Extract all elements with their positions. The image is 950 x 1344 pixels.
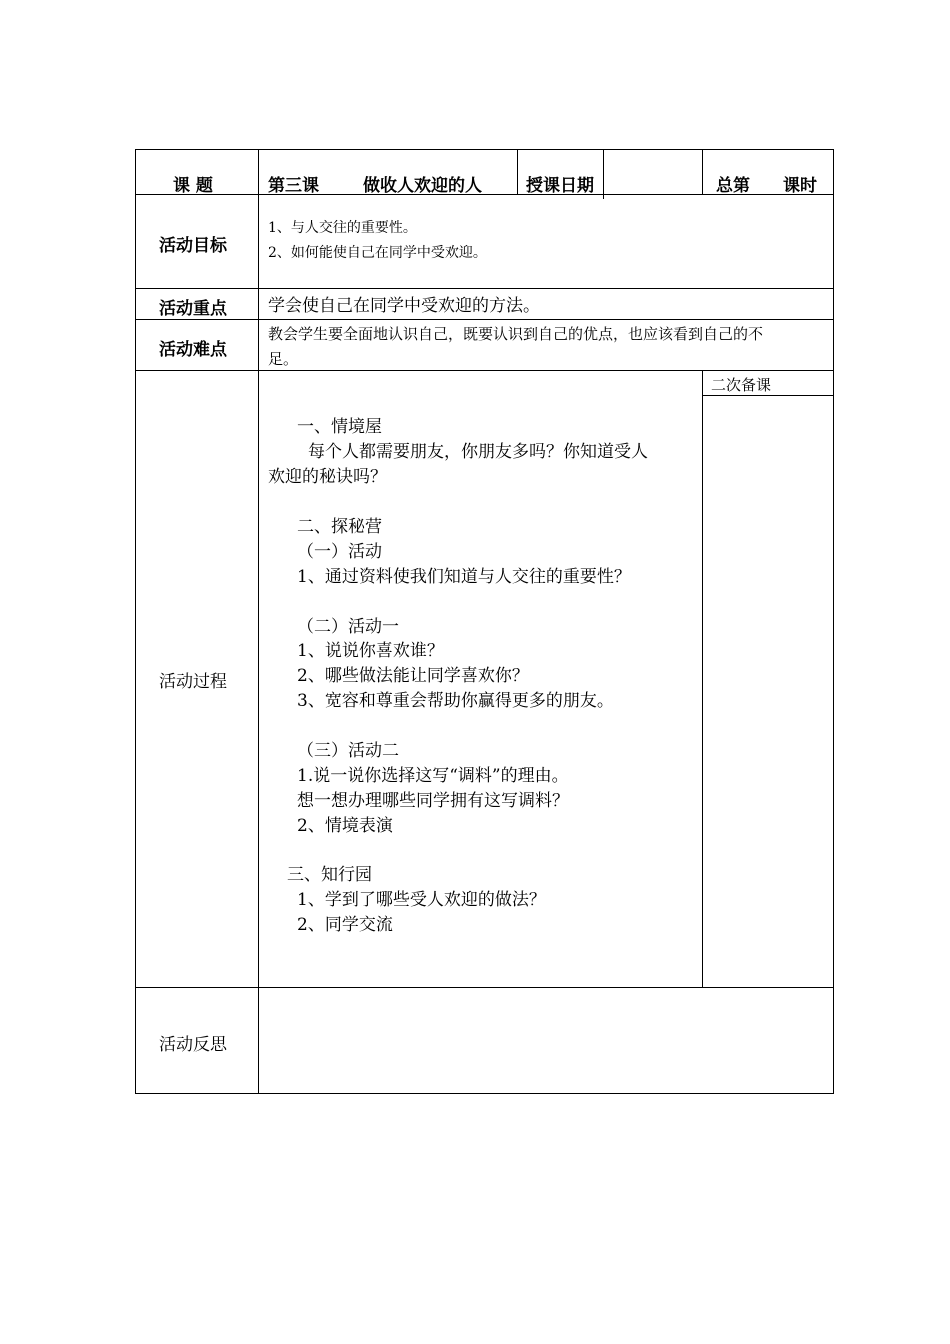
focus-label: 活动重点 [159,299,227,319]
goal-item: 1、与人交往的重要性。 [268,220,417,236]
goals-label: 活动目标 [159,236,227,256]
process-section-heading: 一、情境屋 [297,417,382,437]
lesson-number: 第三课 [268,176,319,196]
process-text-line: 每个人都需要朋友，你朋友多吗？你知道受人 [308,442,648,462]
header-cell-divider [517,149,518,194]
process-text-line: 1、学到了哪些受人欢迎的做法？ [297,890,546,910]
process-section-heading: 二、探秘营 [297,517,382,537]
table-border-left [135,149,136,1094]
reflection-label: 活动反思 [159,1035,227,1055]
process-subheading: （一）活动 [297,542,382,562]
process-text-line: 想一想办理哪些同学拥有这写调料？ [297,791,569,811]
label-column-divider [258,149,259,1094]
header-cell-divider [603,149,604,199]
table-border-bottom [135,1093,833,1094]
hours-label: 课时 [783,176,817,196]
process-subheading: （二）活动一 [297,617,399,637]
row-divider [135,987,833,988]
process-text-line: 2、哪些做法能让同学喜欢你？ [297,666,529,686]
process-section-heading: 三、知行园 [287,865,372,885]
process-text-line: 2、情境表演 [297,816,393,836]
row-divider [135,319,833,320]
total-label: 总第 [716,176,750,196]
table-border-top [135,149,833,150]
row-divider [135,370,833,371]
focus-text: 学会使自己在同学中受欢迎的方法。 [268,296,540,316]
process-text-line: 1、说说你喜欢谁？ [297,641,444,661]
process-text-line: 3、宽容和尊重会帮助你赢得更多的朋友。 [297,691,614,711]
second-prep-label: 二次备课 [711,376,772,394]
process-text-line: 1.说一说你选择这写“调料”的理由。 [297,766,569,786]
row-divider [135,288,833,289]
date-label: 授课日期 [526,176,594,196]
process-subheading: （三）活动二 [297,741,399,761]
header-cell-divider [702,149,703,194]
lesson-title: 做收人欢迎的人 [363,176,482,196]
side-column-divider [702,395,833,396]
goal-item: 2、如何能使自己在同学中受欢迎。 [268,245,487,261]
process-text-line: 2、同学交流 [297,915,393,935]
topic-label: 课 题 [173,176,213,196]
process-text-line: 1、通过资料使我们知道与人交往的重要性？ [297,567,631,587]
table-border-right [833,149,834,1094]
process-label: 活动过程 [159,672,227,692]
difficulty-text-line: 足。 [268,350,299,368]
process-text-line: 欢迎的秘诀吗？ [268,467,387,487]
side-column-divider [702,370,703,987]
difficulty-text-line: 教会学生要全面地认识自己，既要认识到自己的优点，也应该看到自己的不 [268,325,764,343]
difficulty-label: 活动难点 [159,340,227,360]
